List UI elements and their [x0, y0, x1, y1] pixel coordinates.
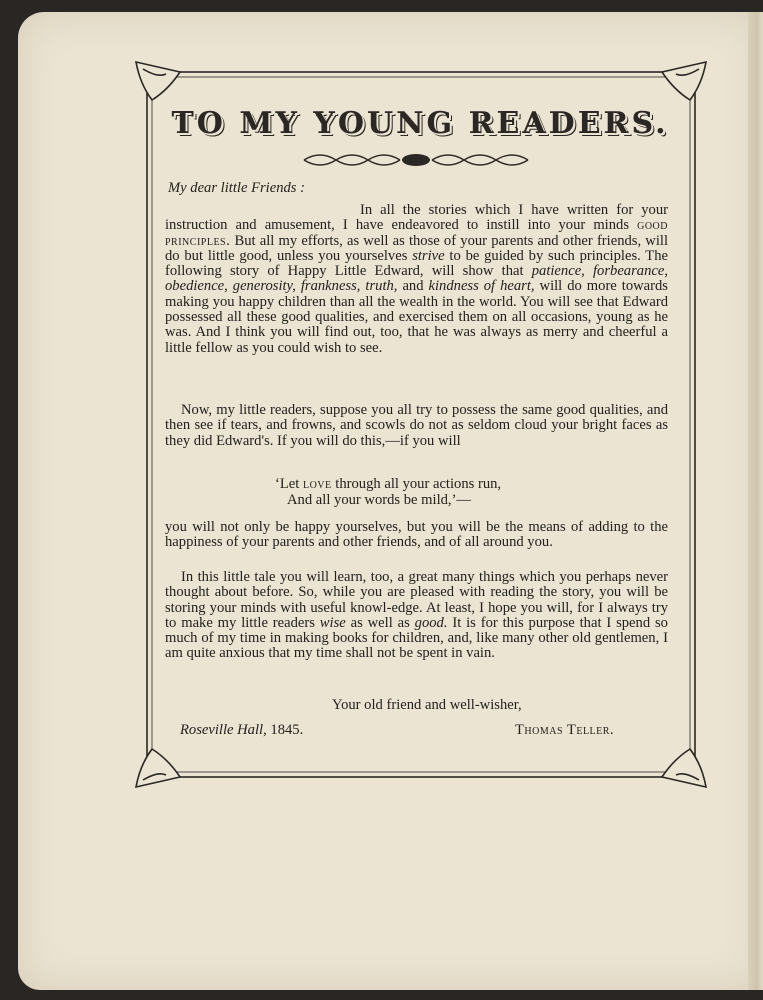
page-title: TO MY YOUNG READERS. — [171, 106, 669, 141]
place-year: 1845. — [270, 722, 304, 738]
verse-line-2: And all your words be mild,’— — [287, 492, 472, 508]
p4-good: good. — [414, 614, 448, 631]
p1-text-a: In all the stories which I have written for your instruction and amusement, I have endeavored to instill into your minds — [165, 202, 668, 234]
place-name: Roseville Hall, — [180, 722, 267, 738]
p1-good-principles: good principles. — [165, 217, 668, 249]
p1-kindness: kindness of heart, — [428, 278, 535, 295]
p4-text-a: In this little tale you will learn, too, a great many things which you perhaps never thought about before. So, while you are pleased with reading the story, you will be storing your minds with useful knowl-edge. At least, I hope you will, for I always try to make my little readers — [165, 569, 668, 631]
flourish-ornament — [300, 150, 532, 170]
p4-wise: wise — [319, 614, 346, 631]
closing-line: Your old friend and well-wisher, — [332, 697, 522, 713]
verse-1c: through all your actions run, — [331, 476, 502, 492]
p4-text-e: It is for this purpose that I spend so much of my time in making books for children, and, like many other old gentlemen, I am quite anxious that my time shall not be spent in vain. — [165, 614, 668, 662]
verse-1a: ‘Let — [275, 476, 303, 492]
p1-text-e: to be guided by such principles. The following story of Happy Little Edward, will show that — [165, 247, 668, 280]
signature-place — [180, 722, 303, 739]
p1-text-c: But all my efforts, as well as those of your parents and other friends, will do but little good, unless you yourselves — [165, 232, 668, 264]
p1-text-i: will do more towards making you happy children than all the wealth in the world. You will see that Edward possessed all these good qualities, and exercised them on all occasions, young as he was. And I think you will find out, too, that he was always as merry and cheerful a little fellow as you could wish to see. — [165, 278, 668, 356]
p1-strive: strive — [412, 247, 445, 264]
author-name: Thomas Teller. — [515, 722, 615, 738]
verse-love: love — [302, 476, 332, 492]
paragraph-3: you will not only be happy yourselves, but you will be the means of adding to the happiness of your parents and other friends, and of all around you. — [165, 519, 668, 551]
p1-virtues: patience, forbearance, obedience, generosity, frankness, truth, — [165, 263, 668, 295]
p4-text-c: as well as — [345, 614, 415, 631]
paragraph-4 — [165, 570, 668, 662]
salutation: My dear little Friends : — [168, 180, 305, 196]
paragraph-2: Now, my little readers, suppose you all try to possess the same good qualities, and then see if tears, and frowns, and scowls do not as seldom cloud your bright faces as they did Edward's. If you will do this,—if you will — [165, 402, 668, 449]
paragraph-1 — [165, 203, 668, 356]
verse-line-1 — [275, 477, 501, 492]
p1-text-g: and — [397, 278, 429, 295]
